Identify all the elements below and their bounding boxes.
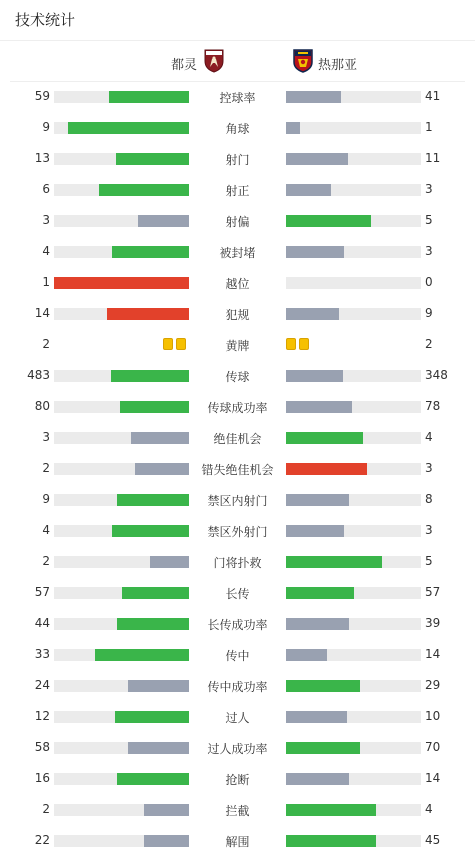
home-stat-bar [109, 91, 189, 103]
away-stat-bar [286, 246, 344, 258]
home-stat-bar [128, 742, 189, 754]
stat-row [0, 515, 475, 546]
away-stat-bar [286, 556, 382, 568]
stat-label: 射正 [225, 184, 250, 198]
home-stat-bar-track [54, 835, 189, 847]
away-stat-bar [286, 463, 367, 475]
away-stat-bar [286, 649, 327, 661]
away-stat-value: 39 [425, 616, 441, 630]
stat-row [0, 732, 475, 763]
stat-label: 射门 [225, 153, 250, 167]
away-stat-value: 3 [425, 461, 433, 475]
away-stat-bar-track [286, 215, 421, 227]
stat-label: 被封堵 [219, 246, 256, 260]
away-stat-value: 45 [425, 833, 441, 847]
away-stat-bar-track [286, 680, 421, 692]
away-stat-value: 2 [425, 337, 433, 351]
home-stat-bar [115, 711, 189, 723]
stat-label: 越位 [225, 277, 250, 291]
home-stat-bar-track [54, 246, 189, 258]
stat-row [0, 205, 475, 236]
away-stat-bar [286, 804, 376, 816]
home-stat-value: 12 [34, 709, 50, 723]
away-stat-bar-track [286, 277, 421, 289]
home-stat-bar-track [54, 153, 189, 165]
home-stat-value: 58 [34, 740, 50, 754]
away-stat-bar-track [286, 587, 421, 599]
stat-row [0, 484, 475, 515]
away-stat-bar [286, 308, 339, 320]
home-stat-bar [122, 587, 190, 599]
home-stat-bar-track [54, 308, 189, 320]
away-stat-bar [286, 122, 300, 134]
stat-label: 传中成功率 [207, 680, 268, 694]
stat-label: 抢断 [225, 773, 250, 787]
home-team-name: 都灵 [170, 57, 197, 73]
home-stat-value: 13 [34, 151, 50, 165]
stat-label: 绝佳机会 [213, 432, 262, 446]
away-stat-bar-track [286, 835, 421, 847]
away-stat-bar-track [286, 742, 421, 754]
home-stat-bar [117, 773, 189, 785]
home-stat-bar-track [54, 215, 189, 227]
home-stat-bar [112, 246, 189, 258]
stat-label: 传球成功率 [207, 401, 268, 415]
home-stat-value: 2 [42, 337, 50, 351]
away-stat-bar [286, 401, 352, 413]
home-stat-bar [135, 463, 189, 475]
stat-row [0, 794, 475, 825]
home-stat-bar-track [54, 91, 189, 103]
stat-row [0, 453, 475, 484]
yellow-card-icon [176, 338, 186, 350]
stat-row [0, 701, 475, 732]
home-stat-value: 4 [42, 244, 50, 258]
home-stat-value: 3 [42, 213, 50, 227]
stat-row [0, 763, 475, 794]
away-stat-bar [286, 742, 360, 754]
stat-row [0, 391, 475, 422]
home-stat-bar-track [54, 370, 189, 382]
away-stat-bar [286, 91, 341, 103]
away-stat-bar [286, 153, 348, 165]
home-stat-bar-track [54, 587, 189, 599]
home-stat-bar [144, 835, 189, 847]
home-stat-bar-track [54, 680, 189, 692]
away-stat-bar-track [286, 91, 421, 103]
away-stat-value: 11 [425, 151, 441, 165]
home-stat-bar-track [54, 463, 189, 475]
away-stat-value: 70 [425, 740, 441, 754]
away-stat-bar [286, 773, 349, 785]
stat-label: 拦截 [225, 804, 250, 818]
away-team-name: 热那亚 [318, 57, 358, 73]
stat-row [0, 112, 475, 143]
home-stat-bar [111, 370, 189, 382]
away-stat-value: 9 [425, 306, 433, 320]
stat-label: 传球 [225, 370, 250, 384]
away-stat-value: 5 [425, 213, 433, 227]
away-stat-value: 14 [425, 647, 441, 661]
home-stat-bar-track [54, 649, 189, 661]
home-stat-value: 3 [42, 430, 50, 444]
home-stat-value: 44 [34, 616, 50, 630]
away-stat-value: 5 [425, 554, 433, 568]
home-stat-bar [112, 525, 189, 537]
stat-row [0, 267, 475, 298]
away-stat-value: 41 [425, 89, 441, 103]
away-stat-bar [286, 370, 343, 382]
away-stat-bar [286, 587, 354, 599]
away-stat-value: 348 [425, 368, 448, 382]
away-stat-bar [286, 184, 331, 196]
stat-row [0, 608, 475, 639]
away-yellow-cards [286, 338, 309, 350]
away-stat-bar [286, 525, 344, 537]
stat-row [0, 422, 475, 453]
home-stat-value: 6 [42, 182, 50, 196]
torino-crest-icon [203, 49, 225, 77]
away-stat-bar [286, 432, 363, 444]
home-stat-bar [117, 618, 189, 630]
stat-row [0, 639, 475, 670]
home-yellow-cards [163, 338, 186, 350]
home-stat-value: 9 [42, 492, 50, 506]
home-stat-bar-track [54, 556, 189, 568]
home-stat-bar [144, 804, 189, 816]
away-stat-bar [286, 494, 349, 506]
stat-row [0, 546, 475, 577]
home-stat-bar [54, 277, 189, 289]
genoa-crest-icon [292, 49, 314, 77]
stat-row [0, 577, 475, 608]
stat-label: 射偏 [225, 215, 250, 229]
away-stat-bar-track [286, 401, 421, 413]
away-stat-value: 1 [425, 120, 433, 134]
away-stat-value: 57 [425, 585, 441, 599]
home-stat-value: 22 [34, 833, 50, 847]
away-team[interactable] [292, 49, 357, 77]
home-stat-bar-track [54, 122, 189, 134]
away-stat-value: 14 [425, 771, 441, 785]
away-stat-value: 3 [425, 523, 433, 537]
home-stat-bar-track [54, 401, 189, 413]
home-stat-bar [150, 556, 189, 568]
away-stat-bar-track [286, 370, 421, 382]
away-stat-bar-track [286, 804, 421, 816]
home-stat-bar [120, 401, 189, 413]
home-stat-value: 59 [34, 89, 50, 103]
home-stat-bar-track [54, 277, 189, 289]
stat-label: 控球率 [219, 91, 256, 105]
away-stat-value: 3 [425, 244, 433, 258]
stat-row [0, 360, 475, 391]
page-title: 技术统计 [0, 0, 475, 41]
away-stat-value: 78 [425, 399, 441, 413]
away-stat-bar-track [286, 432, 421, 444]
away-stat-value: 4 [425, 430, 433, 444]
away-stat-bar-track [286, 525, 421, 537]
away-stat-bar-track [286, 246, 421, 258]
stat-label: 过人 [225, 711, 250, 725]
yellow-card-icon [163, 338, 173, 350]
away-stat-value: 3 [425, 182, 433, 196]
away-stat-bar [286, 215, 371, 227]
away-stat-bar-track [286, 494, 421, 506]
home-stat-bar [99, 184, 189, 196]
stat-row [0, 670, 475, 701]
home-stat-bar-track [54, 711, 189, 723]
home-stat-bar-track [54, 773, 189, 785]
home-stat-bar [131, 432, 189, 444]
home-stat-value: 2 [42, 461, 50, 475]
away-stat-value: 4 [425, 802, 433, 816]
away-stat-bar [286, 680, 360, 692]
stat-label: 长传 [225, 587, 250, 601]
home-stat-value: 24 [34, 678, 50, 692]
stat-label: 门将扑救 [213, 556, 262, 570]
away-stat-bar-track [286, 773, 421, 785]
yellow-card-icon [299, 338, 309, 350]
home-stat-bar [95, 649, 190, 661]
away-stat-bar-track [286, 153, 421, 165]
home-stat-bar-track [54, 618, 189, 630]
away-stat-value: 29 [425, 678, 441, 692]
away-stat-value: 10 [425, 709, 441, 723]
stat-row [0, 825, 475, 856]
away-stat-bar-track [286, 711, 421, 723]
stat-row [0, 81, 475, 112]
home-stat-bar [128, 680, 189, 692]
away-stat-bar-track [286, 184, 421, 196]
home-stat-value: 1 [42, 275, 50, 289]
away-stat-bar-track [286, 618, 421, 630]
home-stat-bar [138, 215, 189, 227]
home-stat-bar [107, 308, 189, 320]
stat-row [0, 298, 475, 329]
stat-label: 长传成功率 [207, 618, 268, 632]
away-stat-bar-track [286, 463, 421, 475]
stat-label: 禁区外射门 [207, 525, 268, 539]
away-stat-bar [286, 711, 347, 723]
stat-label: 角球 [225, 122, 250, 136]
stat-label: 黄牌 [225, 339, 250, 353]
stat-row [0, 174, 475, 205]
home-stat-value: 14 [34, 306, 50, 320]
home-stat-bar-track [54, 525, 189, 537]
stat-row [0, 236, 475, 267]
home-stat-value: 80 [34, 399, 50, 413]
away-stat-value: 0 [425, 275, 433, 289]
home-stat-value: 2 [42, 802, 50, 816]
stat-row [0, 329, 475, 360]
home-stat-value: 483 [27, 368, 50, 382]
yellow-card-icon [286, 338, 296, 350]
home-team[interactable] [171, 49, 225, 77]
team-header [10, 41, 465, 82]
home-stat-value: 33 [34, 647, 50, 661]
home-stat-value: 16 [34, 771, 50, 785]
home-stat-value: 57 [34, 585, 50, 599]
stat-label: 错失绝佳机会 [201, 463, 274, 477]
home-stat-value: 2 [42, 554, 50, 568]
stat-label: 传中 [225, 649, 250, 663]
home-stat-bar-track [54, 804, 189, 816]
home-stat-bar-track [54, 432, 189, 444]
away-stat-bar-track [286, 308, 421, 320]
stat-label: 过人成功率 [207, 742, 268, 756]
stat-row [0, 143, 475, 174]
away-stat-bar [286, 618, 349, 630]
home-stat-bar-track [54, 184, 189, 196]
away-stat-bar-track [286, 556, 421, 568]
away-stat-bar-track [286, 122, 421, 134]
home-stat-value: 4 [42, 523, 50, 537]
away-stat-bar-track [286, 649, 421, 661]
away-stat-bar [286, 835, 376, 847]
stat-label: 犯规 [225, 308, 250, 322]
away-stat-value: 8 [425, 492, 433, 506]
home-stat-value: 9 [42, 120, 50, 134]
home-stat-bar-track [54, 742, 189, 754]
stat-label: 禁区内射门 [207, 494, 268, 508]
home-stat-bar [117, 494, 189, 506]
stat-label: 解围 [225, 835, 250, 849]
home-stat-bar [68, 122, 190, 134]
home-stat-bar [116, 153, 189, 165]
home-stat-bar-track [54, 494, 189, 506]
